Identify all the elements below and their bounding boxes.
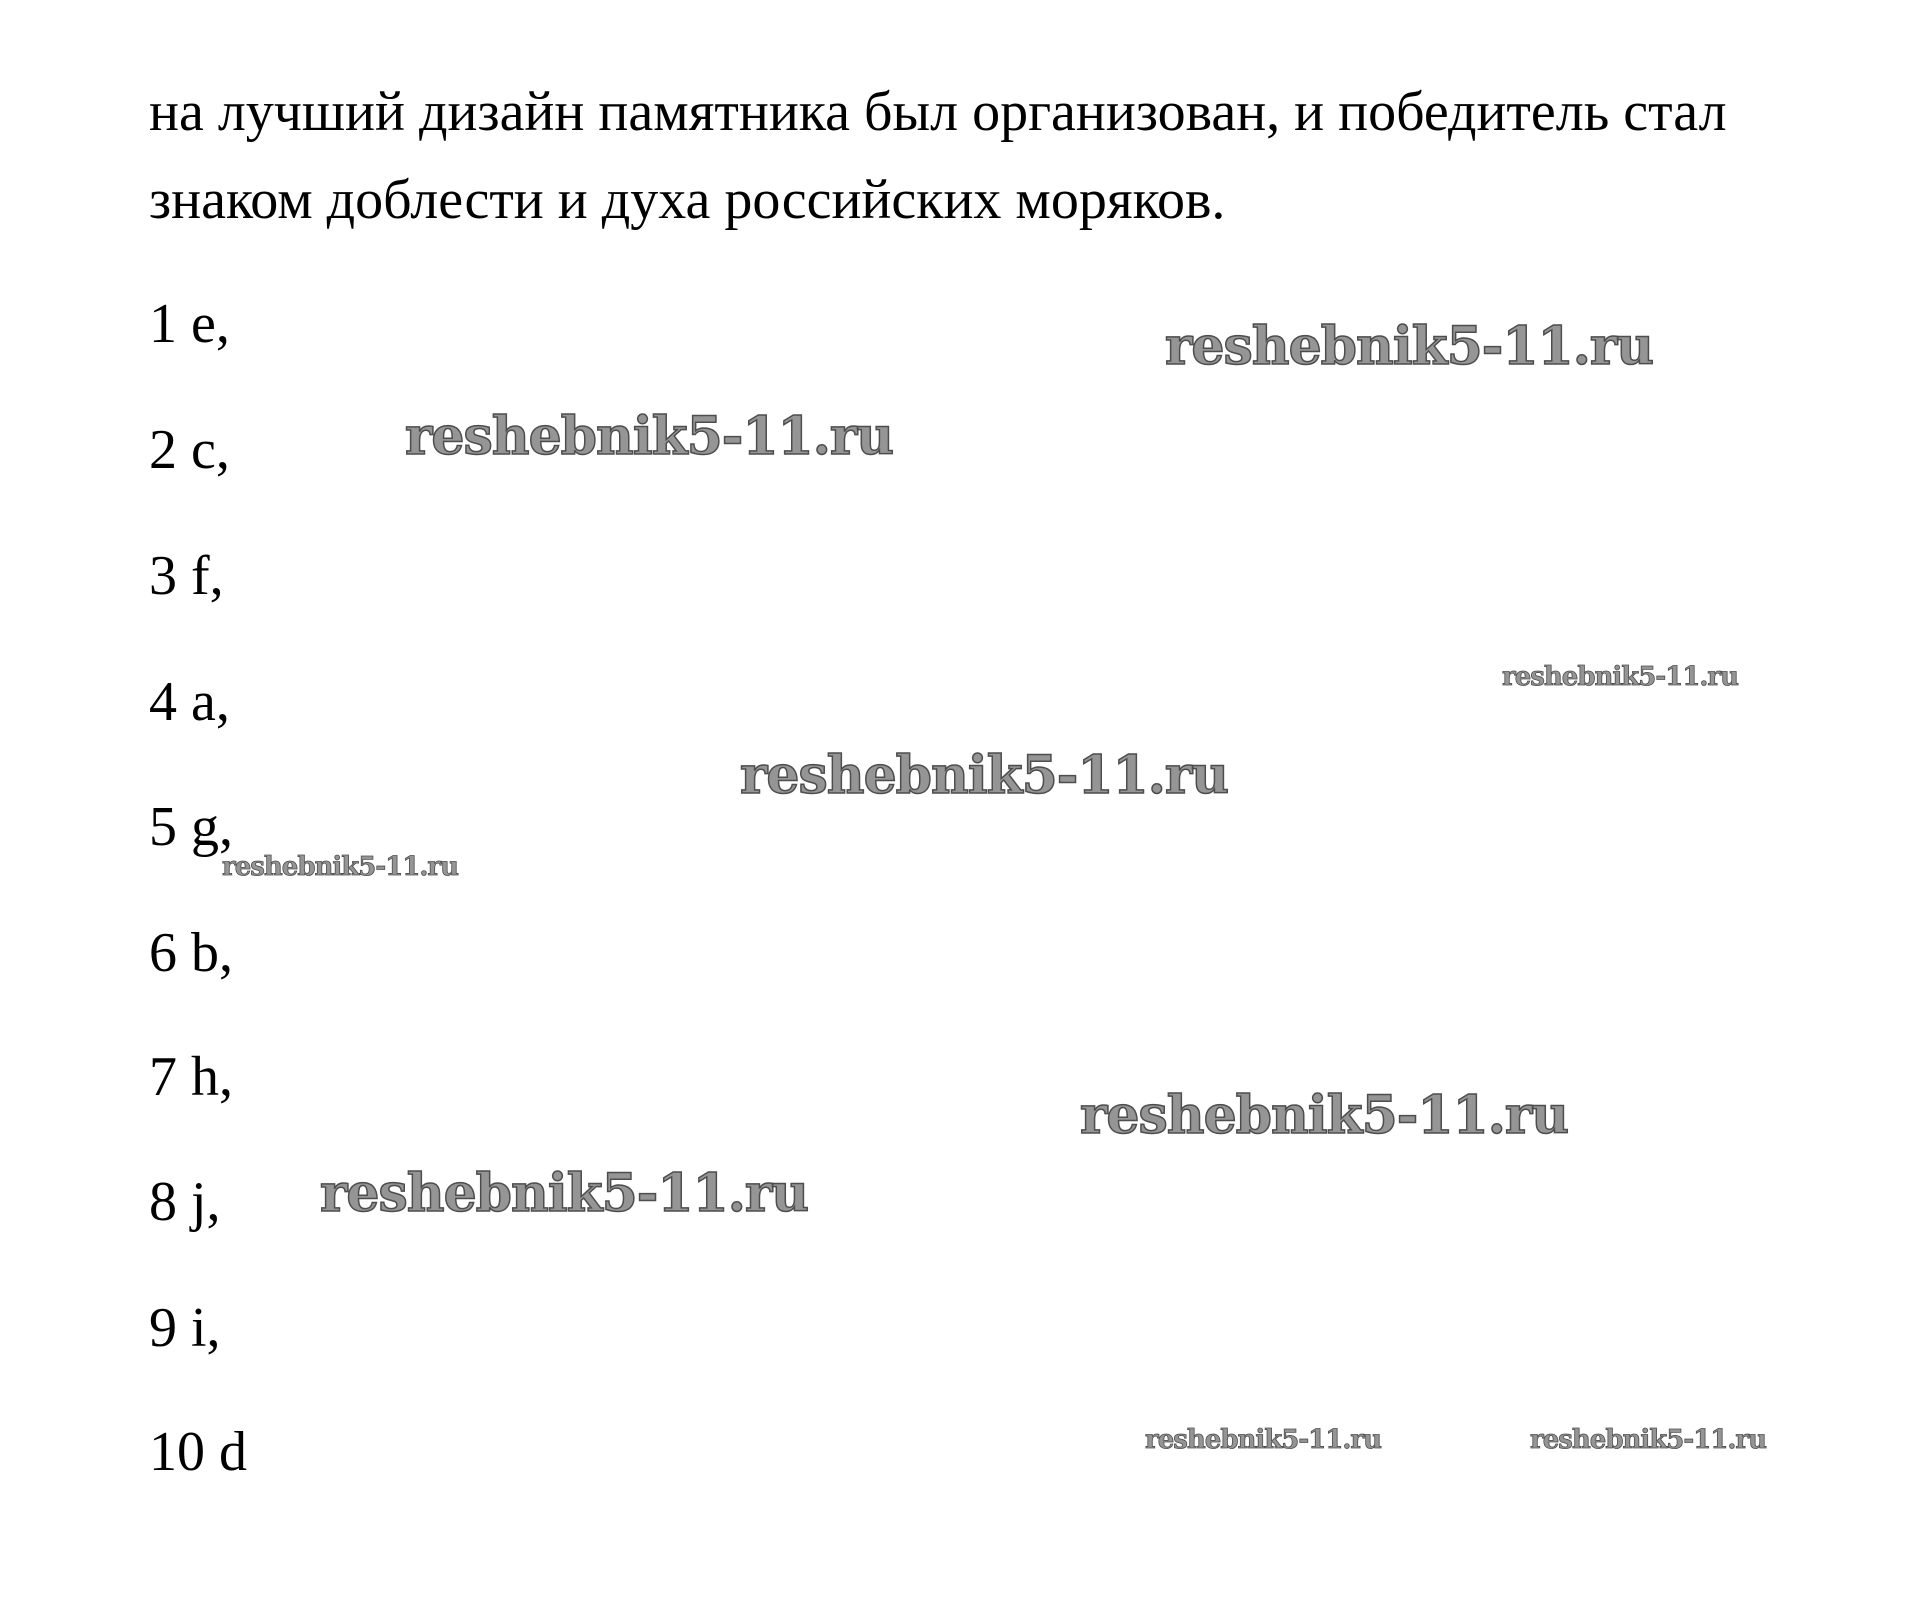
answer-item: 4 a, <box>149 671 230 733</box>
watermark: reshebnik5-11.ru <box>1080 1085 1569 1146</box>
paragraph-line-1: на лучший дизайн памятника был организован, и победитель стал <box>149 81 1727 143</box>
watermark: reshebnik5-11.ru <box>320 1163 809 1224</box>
watermark: reshebnik5-11.ru <box>1530 1425 1767 1455</box>
answer-item: 5 g, <box>149 796 233 858</box>
answer-item: 3 f, <box>149 545 224 607</box>
watermark: reshebnik5-11.ru <box>222 852 459 882</box>
watermark: reshebnik5-11.ru <box>405 406 894 467</box>
answer-item: 6 b, <box>149 922 233 984</box>
answer-item: 9 i, <box>149 1297 221 1359</box>
watermark: reshebnik5-11.ru <box>1502 662 1739 692</box>
answer-item: 1 e, <box>149 293 230 355</box>
answer-item: 8 j, <box>149 1171 221 1233</box>
answer-item: 10 d <box>149 1421 247 1483</box>
answer-item: 7 h, <box>149 1046 233 1108</box>
paragraph-line-2: знаком доблести и духа российских моряков. <box>149 169 1226 231</box>
answer-item: 2 c, <box>149 419 230 481</box>
watermark: reshebnik5-11.ru <box>1145 1425 1382 1455</box>
watermark: reshebnik5-11.ru <box>740 745 1229 806</box>
watermark: reshebnik5-11.ru <box>1165 316 1654 377</box>
